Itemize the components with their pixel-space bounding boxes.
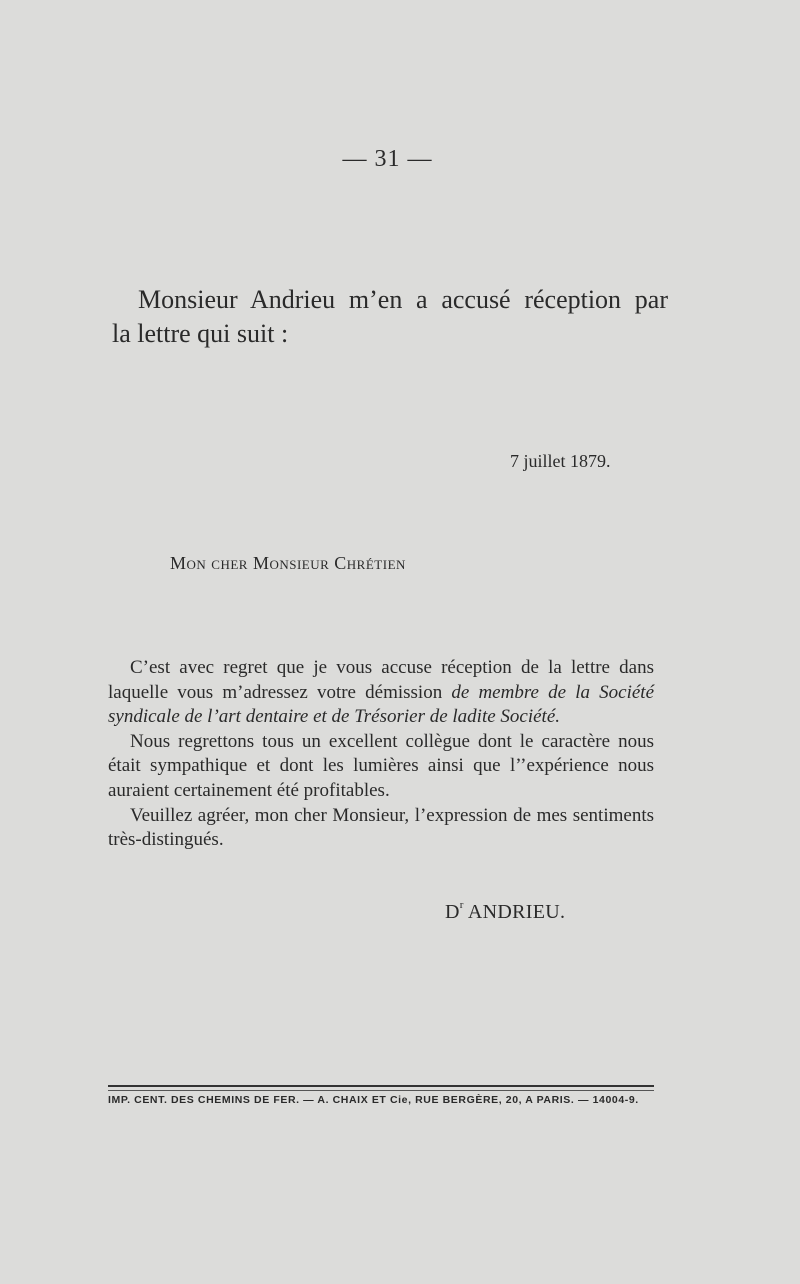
signature-name: ANDRIEU. [463, 901, 566, 923]
letter-signature [445, 901, 565, 924]
letter-paragraph-2: Nous regrettons tous un excellent collègue dont le caractère nous était sympathique et dont les lumières ainsi que l’’expérience nous auraient certainement été profitables. [108, 730, 654, 801]
footer-rule-thin [108, 1090, 654, 1091]
intro-paragraph [112, 283, 668, 351]
signature-superscript: r [459, 899, 464, 911]
intro-line-2: la lettre qui suit : [112, 319, 289, 348]
printer-imprint: IMP. CENT. DES CHEMINS DE FER. — A. CHAIX ET Cie, RUE BERGÈRE, 20, A PARIS. — 14004-9. [108, 1094, 639, 1106]
letter-salutation: Mon cher Monsieur Chrétien [170, 553, 406, 573]
signature-prefix: D [445, 901, 460, 923]
letter-paragraph-1-italic: de membre de la Société syndicale de l’art dentaire et de Trésorier de ladite Société. [108, 681, 654, 728]
letter-paragraph-1-text: C’est avec regret que je vous accuse réception de la lettre dans laquelle vous m’adressez votre démission [108, 657, 654, 703]
footer-rule-thick [108, 1085, 654, 1087]
letter-paragraph-3: Veuillez agréer, mon cher Monsieur, l’expression de mes sentiments très-distingués. [108, 804, 654, 851]
letter-body [108, 656, 654, 853]
letter-date: 7 juillet 1879. [510, 451, 611, 471]
intro-line-1: Monsieur Andrieu m’en a accusé réception par [138, 285, 668, 314]
letter-paragraph-1 [108, 656, 654, 730]
page-number: — 31 — [342, 146, 433, 172]
